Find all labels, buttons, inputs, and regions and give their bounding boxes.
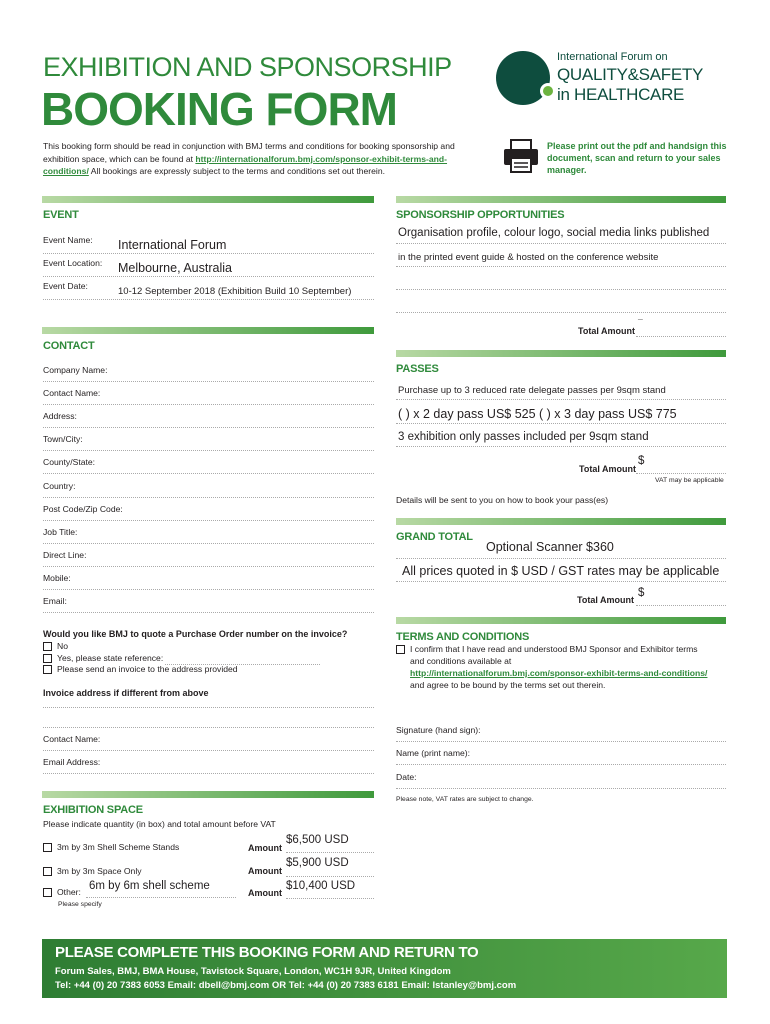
divider	[636, 336, 726, 337]
amount-label: Amount	[248, 866, 282, 876]
event-date-value[interactable]: 10-12 September 2018 (Exhibition Build 10 September)	[118, 286, 352, 297]
checkbox[interactable]	[396, 645, 405, 654]
postcode-field[interactable]	[43, 520, 374, 521]
passes-total-value[interactable]: $	[638, 455, 645, 467]
checkbox[interactable]	[43, 888, 52, 897]
logo	[490, 48, 730, 108]
footer-address: Forum Sales, BMJ, BMA House, Tavistock Square, London, WC1H 9JR, United Kingdom	[55, 966, 451, 977]
county-field[interactable]	[43, 473, 374, 474]
checkbox[interactable]	[43, 642, 52, 651]
divider	[636, 605, 726, 606]
divider	[396, 266, 726, 267]
please-specify-hint: Please specify	[58, 901, 102, 908]
footer-banner	[42, 939, 727, 998]
event-bar	[42, 196, 374, 203]
invoice-email-label: Email Address:	[43, 757, 101, 767]
po-option-no-label: No	[57, 641, 68, 651]
divider	[396, 399, 726, 400]
other-option[interactable]	[43, 887, 81, 897]
contact-name-field[interactable]	[43, 404, 374, 405]
divider	[396, 446, 726, 447]
terms-link[interactable]: http://internationalforum.bmj.com/sponsor-exhibit-terms-and-conditions/	[410, 668, 708, 678]
invoice-address-field[interactable]	[43, 707, 374, 708]
event-name-label: Event Name:	[43, 235, 93, 245]
po-option-send-label: Please send an invoice to the address provided	[57, 664, 238, 674]
space-only-label: 3m by 3m Space Only	[57, 866, 142, 876]
divider	[286, 876, 374, 877]
event-location-label: Event Location:	[43, 258, 103, 268]
divider	[396, 312, 726, 313]
passes-title: PASSES	[396, 363, 439, 375]
grand-total-bar	[396, 518, 726, 525]
divider	[286, 898, 374, 899]
checkbox[interactable]	[43, 843, 52, 852]
sponsorship-total-value[interactable]: ¯	[638, 318, 643, 328]
po-question: Would you like BMJ to quote a Purchase Order number on the invoice?	[43, 629, 348, 639]
divider	[396, 243, 726, 244]
checkbox[interactable]	[43, 867, 52, 876]
divider	[286, 852, 374, 853]
shell-scheme-label: 3m by 3m Shell Scheme Stands	[57, 842, 180, 852]
divider	[43, 299, 374, 300]
address-label: Address:	[43, 411, 77, 421]
exhibition-subtitle: Please indicate quantity (in box) and total amount before VAT	[43, 819, 276, 829]
divider	[396, 423, 726, 424]
invoice-contact-label: Contact Name:	[43, 734, 101, 744]
print-name-label: Name (print name):	[396, 748, 471, 758]
shell-scheme-option[interactable]	[43, 842, 179, 852]
space-only-option[interactable]	[43, 866, 142, 876]
grand-total-title: GRAND TOTAL	[396, 531, 473, 543]
event-title: EVENT	[43, 209, 79, 221]
divider	[396, 581, 726, 582]
job-title-field[interactable]	[43, 543, 374, 544]
invoice-contact-field[interactable]	[43, 750, 374, 751]
direct-line-field[interactable]	[43, 566, 374, 567]
passes-line2[interactable]: ( ) x 2 day pass US$ 525 ( ) x 3 day pass US$ 775	[398, 407, 677, 421]
divider	[396, 289, 726, 290]
logo-line3: in HEALTHCARE	[557, 85, 685, 104]
logo-mark-icon	[490, 48, 560, 108]
print-note: Please print out the pdf and handsign this document, scan and return to your sales manager.	[547, 141, 727, 175]
terms-text1: I confirm that I have read and understood BMJ Sponsor and Exhibitor terms	[410, 644, 698, 654]
passes-line1: Purchase up to 3 reduced rate delegate passes per 9sqm stand	[398, 385, 666, 396]
vat-change-note: Please note, VAT rates are subject to change.	[396, 796, 534, 803]
sponsorship-title: SPONSORSHIP OPPORTUNITIES	[396, 209, 565, 221]
signature-field[interactable]	[396, 741, 726, 742]
date-label: Date:	[396, 772, 417, 782]
po-option-yes-label: Yes, please state reference:	[57, 653, 164, 663]
exhibition-bar	[42, 791, 374, 798]
grand-total-label: Total Amount	[577, 595, 634, 605]
checkbox[interactable]	[43, 654, 52, 663]
intro-part2: All bookings are expressly subject to the terms and conditions set out therein.	[88, 166, 386, 176]
passes-line3: 3 exhibition only passes included per 9sqm stand	[398, 431, 649, 443]
address-field[interactable]	[43, 427, 374, 428]
email-field[interactable]	[43, 612, 374, 613]
other-specify-value[interactable]: 6m by 6m shell scheme	[89, 880, 210, 892]
terms-confirm[interactable]	[396, 644, 698, 654]
other-label: Other:	[57, 887, 81, 897]
checkbox[interactable]	[43, 665, 52, 674]
printer-icon	[502, 138, 540, 179]
company-name-field[interactable]	[43, 381, 374, 382]
divider	[86, 897, 236, 898]
signature-label: Signature (hand sign):	[396, 725, 481, 735]
amount-label: Amount	[248, 843, 282, 853]
terms-text2: and conditions available at	[410, 656, 512, 666]
date-field[interactable]	[396, 788, 726, 789]
sponsorship-bar	[396, 196, 726, 203]
mobile-label: Mobile:	[43, 573, 71, 583]
invoice-email-field[interactable]	[43, 773, 374, 774]
other-amount[interactable]: $10,400 USD	[286, 880, 356, 892]
terms-title: TERMS AND CONDITIONS	[396, 631, 530, 643]
passes-total-label: Total Amount	[579, 464, 636, 474]
passes-details: Details will be sent to you on how to book your pass(es)	[396, 495, 609, 505]
print-name-field[interactable]	[396, 764, 726, 765]
contact-name-label: Contact Name:	[43, 388, 101, 398]
form-title-line2: BOOKING FORM	[41, 83, 397, 135]
grand-total-value[interactable]: $	[638, 587, 645, 599]
job-title-label: Job Title:	[43, 527, 78, 537]
space-only-amount[interactable]: $5,900 USD	[286, 857, 349, 869]
amount-label: Amount	[248, 888, 282, 898]
sponsorship-line2: in the printed event guide & hosted on the conference website	[398, 252, 659, 263]
optional-scanner[interactable]: Optional Scanner $360	[486, 540, 614, 554]
event-name-value[interactable]: International Forum	[118, 238, 227, 252]
divider	[396, 558, 726, 559]
form-title-line1: EXHIBITION AND SPONSORSHIP	[43, 52, 452, 82]
sponsorship-line1: Organisation profile, colour logo, social media links published	[398, 227, 710, 239]
county-label: County/State:	[43, 457, 96, 467]
invoice-address-field[interactable]	[43, 727, 374, 728]
email-label: Email:	[43, 596, 67, 606]
event-date-label: Event Date:	[43, 281, 88, 291]
intro-text	[43, 140, 483, 178]
event-location-value[interactable]: Melbourne, Australia	[118, 261, 232, 275]
sponsorship-total-label: Total Amount	[578, 326, 635, 336]
po-option-yes[interactable]	[43, 653, 163, 663]
passes-vat-note: VAT may be applicable	[655, 477, 724, 484]
company-name-label: Company Name:	[43, 365, 108, 375]
terms-link[interactable]: http://internationalforum.bmj.com/sponsor-exhibit-terms-and-conditions/	[43, 153, 448, 176]
country-field[interactable]	[43, 497, 374, 498]
contact-bar	[42, 327, 374, 334]
invoice-address-heading: Invoice address if different from above	[43, 688, 209, 698]
town-field[interactable]	[43, 450, 374, 451]
passes-bar	[396, 350, 726, 357]
exhibition-title: EXHIBITION SPACE	[43, 804, 143, 816]
po-option-no[interactable]	[43, 641, 68, 651]
country-label: Country:	[43, 481, 76, 491]
footer-heading: PLEASE COMPLETE THIS BOOKING FORM AND RETURN TO	[55, 944, 479, 961]
direct-line-label: Direct Line:	[43, 550, 87, 560]
prices-note: All prices quoted in $ USD / GST rates may be applicable	[402, 564, 720, 578]
divider	[43, 276, 374, 277]
town-label: Town/City:	[43, 434, 83, 444]
footer-contacts: Tel: +44 (0) 20 7383 6053 Email: dbell@bmj.com OR Tel: +44 (0) 20 7383 6181 Email: lstanley@bmj.com	[55, 980, 517, 991]
logo-line2: QUALITY&SAFETY	[557, 65, 704, 84]
terms-bar	[396, 617, 726, 624]
shell-scheme-amount[interactable]: $6,500 USD	[286, 834, 349, 846]
mobile-field[interactable]	[43, 589, 374, 590]
logo-line1: International Forum on	[557, 51, 668, 63]
divider	[636, 473, 726, 474]
postcode-label: Post Code/Zip Code:	[43, 504, 123, 514]
intro-part1: This booking form should be read in conjunction with BMJ terms and conditions for booking sponsorship and exhibition space, which can be found at	[43, 141, 455, 164]
terms-text3: and agree to be bound by the terms set out therein.	[410, 680, 606, 690]
divider	[43, 253, 374, 254]
contact-title: CONTACT	[43, 340, 95, 352]
po-option-send[interactable]	[43, 664, 238, 674]
